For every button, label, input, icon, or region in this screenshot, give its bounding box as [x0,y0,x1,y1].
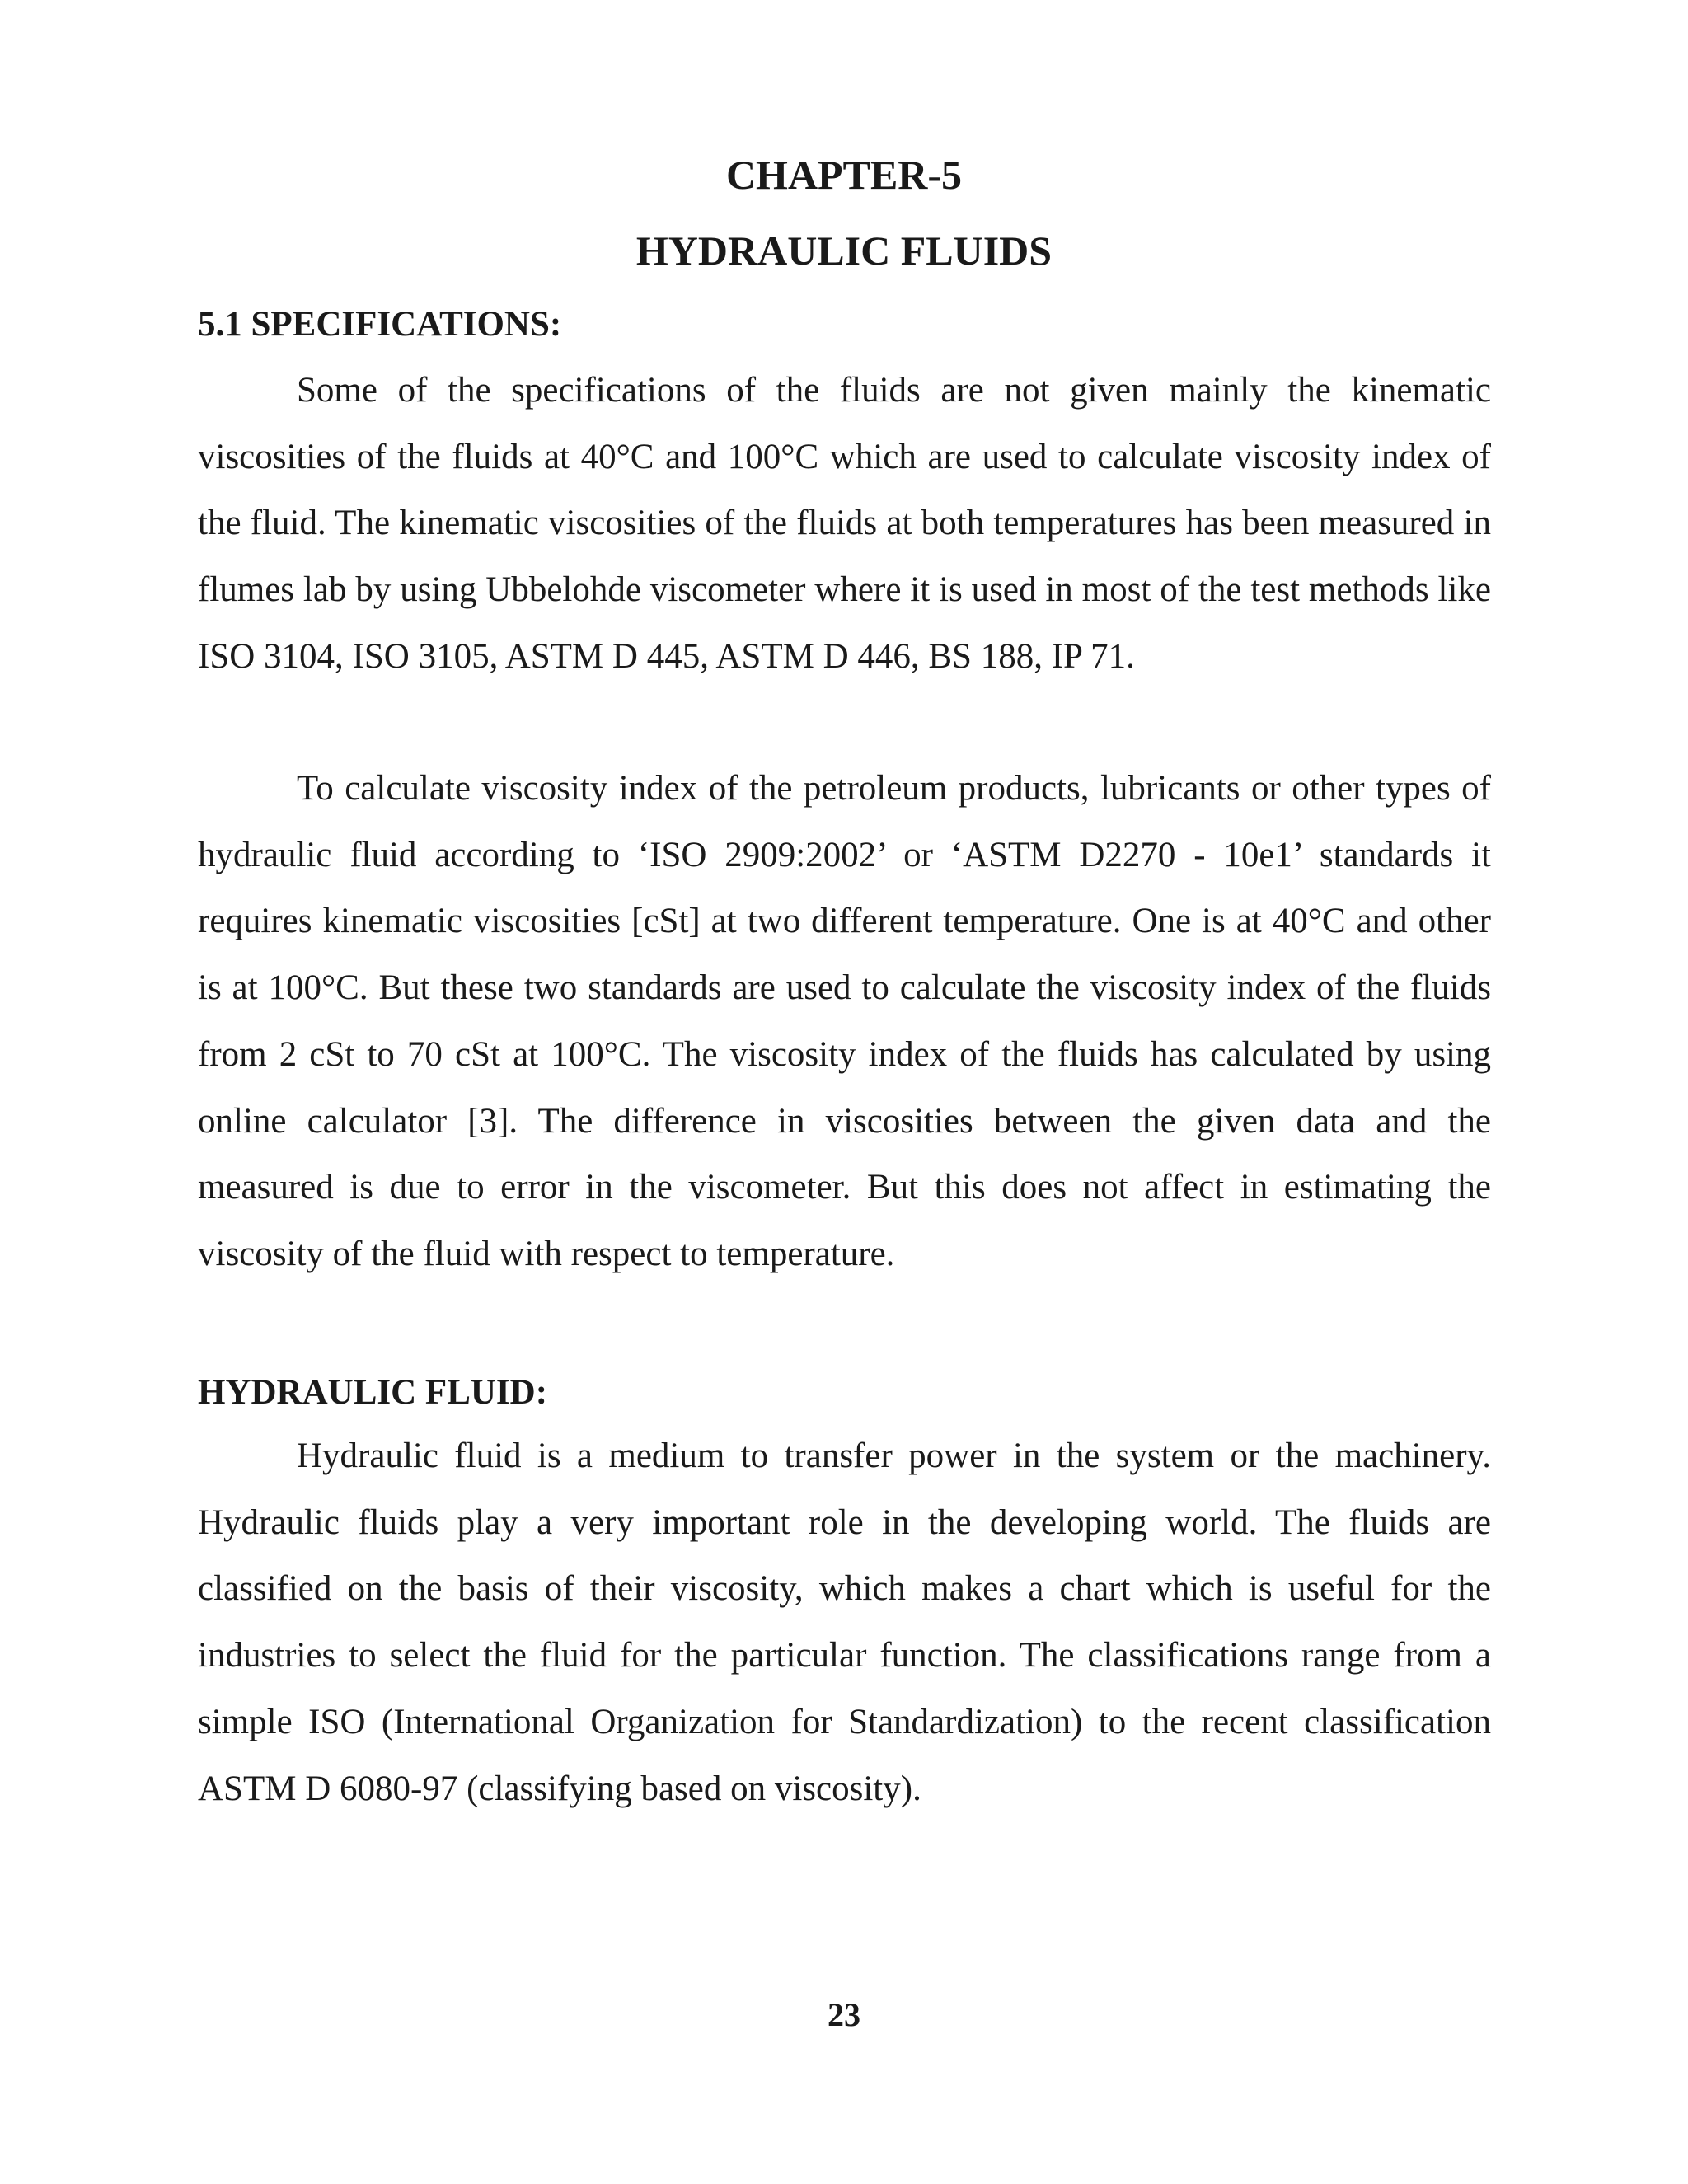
chapter-number: CHAPTER-5 [725,152,963,198]
section-heading-specifications: 5.1 SPECIFICATIONS: [198,305,562,344]
paragraph-specifications-1: Some of the specifications of the fluids are not given mainly the kinematic viscosities of the fluids at 40°C and 100°C which are used to calculate viscosity index of the fluid. The kinematic viscosities of the fluids at both temperatures has been measured in flumes lab by using Ubbelohde viscometer where it is used in most of the test methods like ISO 3104, ISO 3105, ASTM D 445, ASTM D 446, BS 188, IP 71. [198,371,1491,676]
paragraph-specifications-2: To calculate viscosity index of the petroleum products, lubricants or other types of hydraulic fluid according to ‘ISO 2909:2002’ or ‘ASTM D2270 - 10e1’ standards it requires kinematic viscosities [cSt] at two different temperature. One is at 40°C and other is at 100°C. But these two standards are used to calculate the viscosity index of the fluids from 2 cSt to 70 cSt at 100°C. The viscosity index of the fluids has calculated by using online calculator [3]. The difference in viscosities between the given data and the measured is due to error in the viscometer. But this does not affect in estimating the viscosity of the fluid with respect to temperature. [198,769,1491,1273]
paragraph-hydraulic-fluid: Hydraulic fluid is a medium to transfer power in the system or the machinery. Hydraulic fluids play a very important role in the developing world. The fluids are classified on the basis of their viscosity, which makes a chart which is useful for the industries to select the fluid for the particular function. The classifications range from a simple ISO (International Organization for Standardization) to the recent classification ASTM D 6080-97 (classifying based on viscosity). [198,1436,1491,1808]
section-heading-hydraulic-fluid: HYDRAULIC FLUID: [198,1373,548,1412]
page-number: 23 [828,1996,860,2033]
chapter-title: HYDRAULIC FLUIDS [635,227,1053,274]
